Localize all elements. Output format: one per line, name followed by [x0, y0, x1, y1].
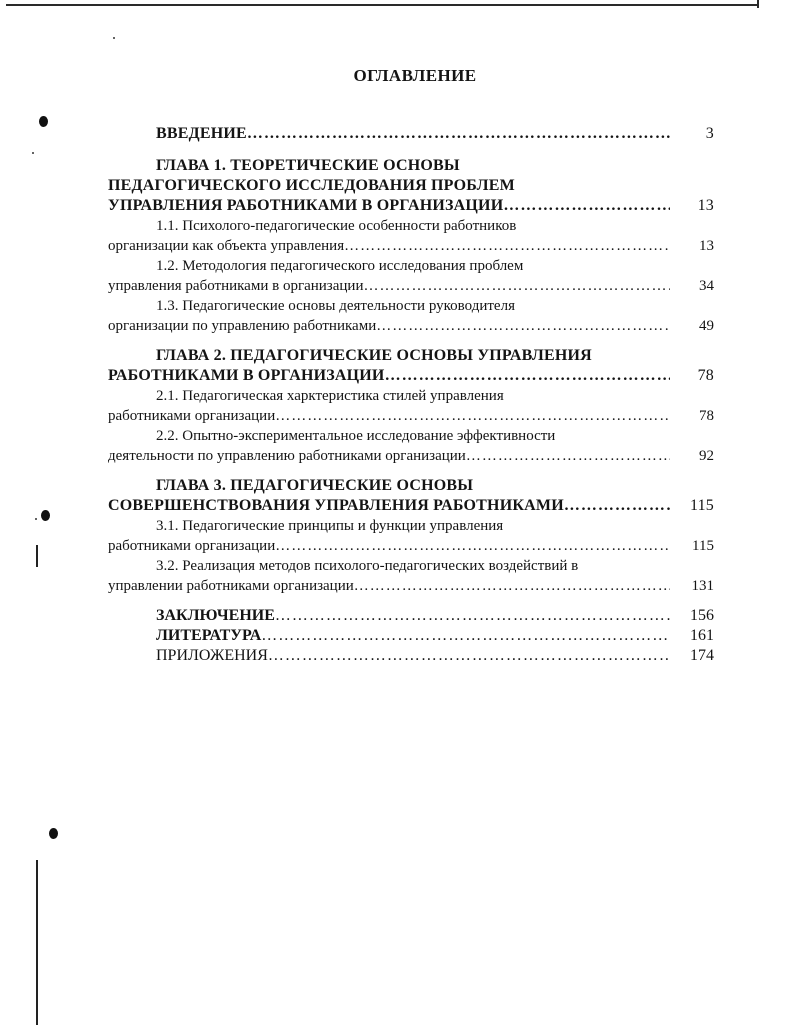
toc-page-number: 78: [699, 408, 714, 424]
leader-dots: [275, 406, 670, 426]
section-title-line: 2.2. Опытно-экспериментальное исследование эффективности: [156, 428, 556, 444]
toc-entry-label: ЛИТЕРАТУРА: [156, 627, 262, 644]
scan-edge-mark: [36, 545, 38, 567]
section-title-line: организации по управлению работниками: [108, 318, 377, 334]
toc-chapter-3: [108, 476, 728, 516]
scan-speck: [32, 152, 34, 154]
chapter-title-line: РАБОТНИКАМИ В ОРГАНИЗАЦИИ: [108, 367, 385, 384]
scan-speck: [113, 37, 115, 39]
toc-page-number: 131: [691, 578, 714, 594]
toc-section-2-2: [108, 426, 728, 466]
toc-entry-appendix: [108, 646, 728, 666]
leader-dots: [564, 496, 670, 516]
leader-dots: [376, 316, 670, 336]
toc-chapter-1: [108, 156, 728, 216]
toc-section-3-1: [108, 516, 728, 556]
toc-entry-literature: [108, 626, 728, 646]
leader-dots: [354, 576, 670, 596]
toc-entry-label: ЗАКЛЮЧЕНИЕ: [156, 607, 275, 624]
toc-chapter-2: [108, 346, 728, 386]
toc-entry-label: ВВЕДЕНИЕ: [156, 125, 247, 142]
toc-page-number: 34: [699, 278, 714, 294]
chapter-title-line: СОВЕРШЕНСТВОВАНИЯ УПРАВЛЕНИЯ РАБОТНИКАМИ: [108, 497, 564, 514]
toc-page-number: 174: [690, 647, 714, 664]
scan-border-right: [757, 0, 759, 8]
toc-page-number: 13: [699, 238, 714, 254]
leader-dots: [466, 446, 670, 466]
toc-page-number: 92: [699, 448, 714, 464]
toc-section-2-1: [108, 386, 728, 426]
chapter-title-line: ГЛАВА 3. ПЕДАГОГИЧЕСКИЕ ОСНОВЫ: [156, 477, 474, 494]
scan-border-top: [6, 4, 758, 6]
section-title-line: 1.3. Педагогические основы деятельности руководителя: [156, 298, 515, 314]
chapter-title-line: ГЛАВА 1. ТЕОРЕТИЧЕСКИЕ ОСНОВЫ: [156, 157, 460, 174]
leader-dots: [275, 606, 670, 626]
section-title-line: 2.1. Педагогическая харктеристика стилей управления: [156, 388, 504, 404]
binder-hole-dot: [49, 828, 58, 839]
section-title-line: 3.2. Реализация методов психолого-педагогических воздействий в: [156, 558, 579, 574]
section-title-line: управления работниками в организации: [108, 278, 364, 294]
section-title-line: 1.2. Методология педагогического исследования проблем: [156, 258, 524, 274]
leader-dots: [385, 366, 670, 386]
toc-page-number: 49: [699, 318, 714, 334]
toc-page-number: 156: [690, 607, 714, 624]
toc-section-1-3: [108, 296, 728, 336]
toc-entry-conclusion: [108, 606, 728, 626]
binder-hole-dot: [39, 116, 48, 127]
toc-section-1-2: [108, 256, 728, 296]
toc-page-number: 78: [697, 367, 714, 384]
section-title-line: организации как объекта управления: [108, 238, 345, 254]
leader-dots: [363, 276, 670, 296]
leader-dots: [247, 124, 670, 144]
section-title-line: работниками организации: [108, 408, 276, 424]
chapter-title-line: ГЛАВА 2. ПЕДАГОГИЧЕСКИЕ ОСНОВЫ УПРАВЛЕНИЯ: [156, 347, 592, 364]
scan-speck: [35, 518, 37, 520]
section-title-line: управлении работниками организации: [108, 578, 354, 594]
toc-page-number: 115: [689, 497, 714, 514]
leader-dots: [275, 536, 670, 556]
toc-entry-intro: [108, 124, 728, 144]
toc-section-3-2: [108, 556, 728, 596]
chapter-title-line: УПРАВЛЕНИЯ РАБОТНИКАМИ В ОРГАНИЗАЦИИ: [108, 197, 504, 214]
leader-dots: [261, 626, 670, 646]
toc-page-number: 3: [705, 125, 714, 142]
section-title-line: деятельности по управлению работниками организации: [108, 448, 466, 464]
toc-page-number: 13: [697, 197, 714, 214]
section-title-line: 1.1. Психолого-педагогические особенности работников: [156, 218, 517, 234]
leader-dots: [344, 236, 670, 256]
leader-dots: [268, 646, 670, 666]
scan-edge-line: [36, 860, 38, 1025]
table-of-contents: [108, 124, 728, 666]
section-title-line: 3.1. Педагогические принципы и функции управления: [156, 518, 504, 534]
toc-entry-label: ПРИЛОЖЕНИЯ: [156, 647, 268, 664]
toc-section-1-1: [108, 216, 728, 256]
binder-hole-dot: [41, 510, 50, 521]
page-title: ОГЛАВЛЕНИЕ: [353, 66, 477, 85]
toc-page-number: 161: [690, 627, 714, 644]
leader-dots: [503, 196, 670, 216]
section-title-line: работниками организации: [108, 538, 276, 554]
toc-page-number: 115: [692, 538, 714, 554]
chapter-title-line: ПЕДАГОГИЧЕСКОГО ИССЛЕДОВАНИЯ ПРОБЛЕМ: [108, 177, 515, 194]
